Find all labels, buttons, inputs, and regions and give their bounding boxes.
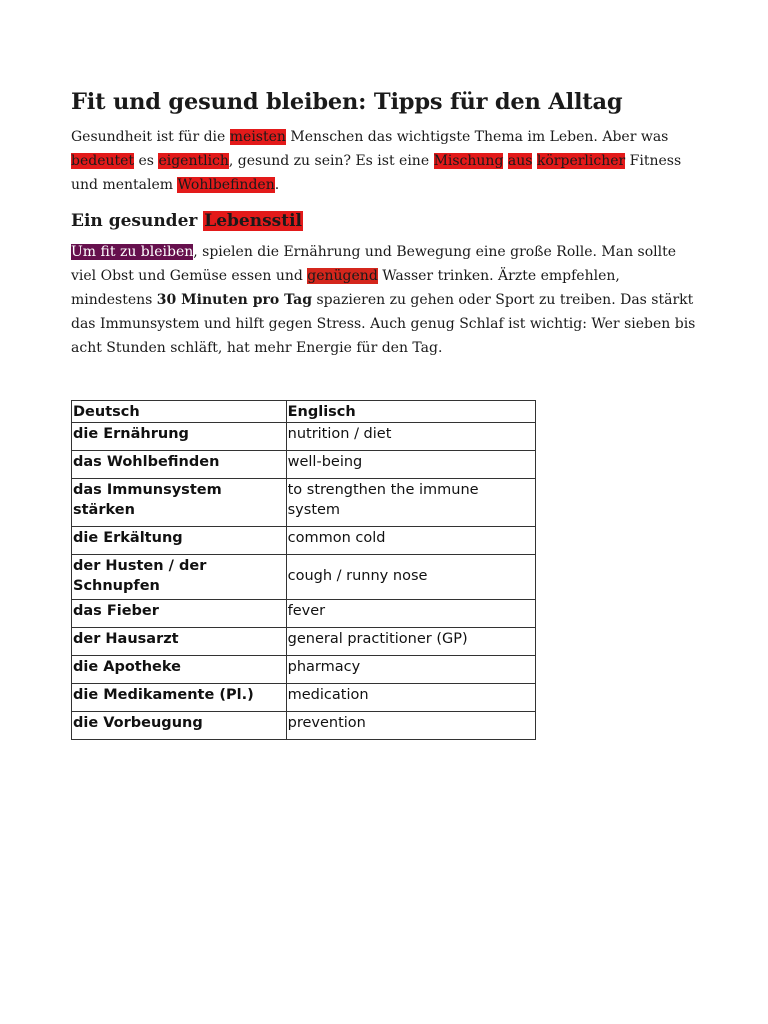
body-text: spazieren zu gehen oder Sport zu treiben. Das stärkt das Immunsystem und hilft gegen Stress. Auch genug Schlaf ist wichtig: Wer sieben bis acht Stunden schläft, hat mehr Energie für den Tag.	[71, 292, 696, 357]
english-term: medication	[286, 684, 535, 712]
table-row	[72, 628, 536, 656]
bold-phrase: 30 Minuten pro Tag	[156, 292, 313, 309]
page-title: Fit und gesund bleiben: Tipps für den Alltag	[71, 89, 623, 115]
intro-text: es	[134, 153, 159, 170]
highlighted-word: Lebensstil	[204, 210, 303, 231]
german-term: die Medikamente (Pl.)	[72, 684, 287, 712]
intro-text: Fitness und mentalem	[71, 153, 682, 194]
german-term: der Hausarzt	[72, 628, 287, 656]
body-text: Wasser trinken. Ärzte empfehlen, mindestens	[71, 267, 620, 309]
highlighted-word: meisten	[229, 129, 286, 145]
english-term: nutrition / diet	[286, 423, 535, 451]
highlighted-phrase: Um fit zu bleiben	[71, 243, 194, 260]
german-term: der Husten / der Schnupfen	[72, 555, 287, 600]
english-term: prevention	[286, 712, 535, 740]
table-row	[72, 423, 536, 451]
highlighted-word: bedeutet	[71, 153, 135, 170]
highlighted-word: körperlicher	[536, 153, 626, 170]
highlighted-word: Mischung	[433, 153, 504, 170]
german-term: die Apotheke	[72, 656, 287, 684]
english-term: to strengthen the immune system	[286, 479, 535, 527]
german-term: die Vorbeugung	[72, 712, 287, 740]
section-heading	[71, 208, 696, 234]
english-term: pharmacy	[286, 656, 535, 684]
intro-text: , gesund zu sein? Es ist eine	[228, 153, 434, 170]
table-row	[72, 479, 536, 527]
intro-text: .	[274, 177, 280, 194]
table-row	[72, 600, 536, 628]
english-term: cough / runny nose	[286, 555, 535, 600]
highlighted-word: eigentlich	[158, 153, 229, 170]
section-heading-text: Ein gesunder	[71, 210, 204, 231]
german-term: das Immunsystem stärken	[72, 479, 287, 527]
highlighted-word: genügend	[307, 267, 378, 284]
table-row	[72, 451, 536, 479]
table-row	[72, 527, 536, 555]
vocabulary-table	[71, 400, 536, 740]
english-term: well-being	[286, 451, 535, 479]
table-header-cell: Deutsch	[72, 401, 287, 423]
german-term: die Erkältung	[72, 527, 287, 555]
german-term: das Wohlbefinden	[72, 451, 287, 479]
english-term: general practitioner (GP)	[286, 628, 535, 656]
german-term: die Ernährung	[72, 423, 287, 451]
table-header-row	[72, 401, 536, 423]
body-paragraph	[71, 240, 696, 361]
english-term: fever	[286, 600, 535, 628]
intro-paragraph	[71, 125, 696, 198]
table-header-cell: Englisch	[286, 401, 535, 423]
body-text: , spielen die Ernährung und Bewegung eine große Rolle. Man sollte viel Obst und Gemüse essen und	[71, 243, 677, 284]
document-page	[71, 86, 696, 731]
table-row	[72, 684, 536, 712]
table-row	[72, 656, 536, 684]
highlighted-word: aus	[507, 153, 533, 170]
table-row	[72, 712, 536, 740]
german-term: das Fieber	[72, 600, 287, 628]
intro-text: Menschen das wichtigste Thema im Leben. Aber was	[285, 129, 669, 145]
highlighted-word: Wohlbefinden	[177, 177, 275, 194]
intro-text: Gesundheit ist für die	[71, 129, 230, 145]
english-term: common cold	[286, 527, 535, 555]
table-row	[72, 555, 536, 600]
